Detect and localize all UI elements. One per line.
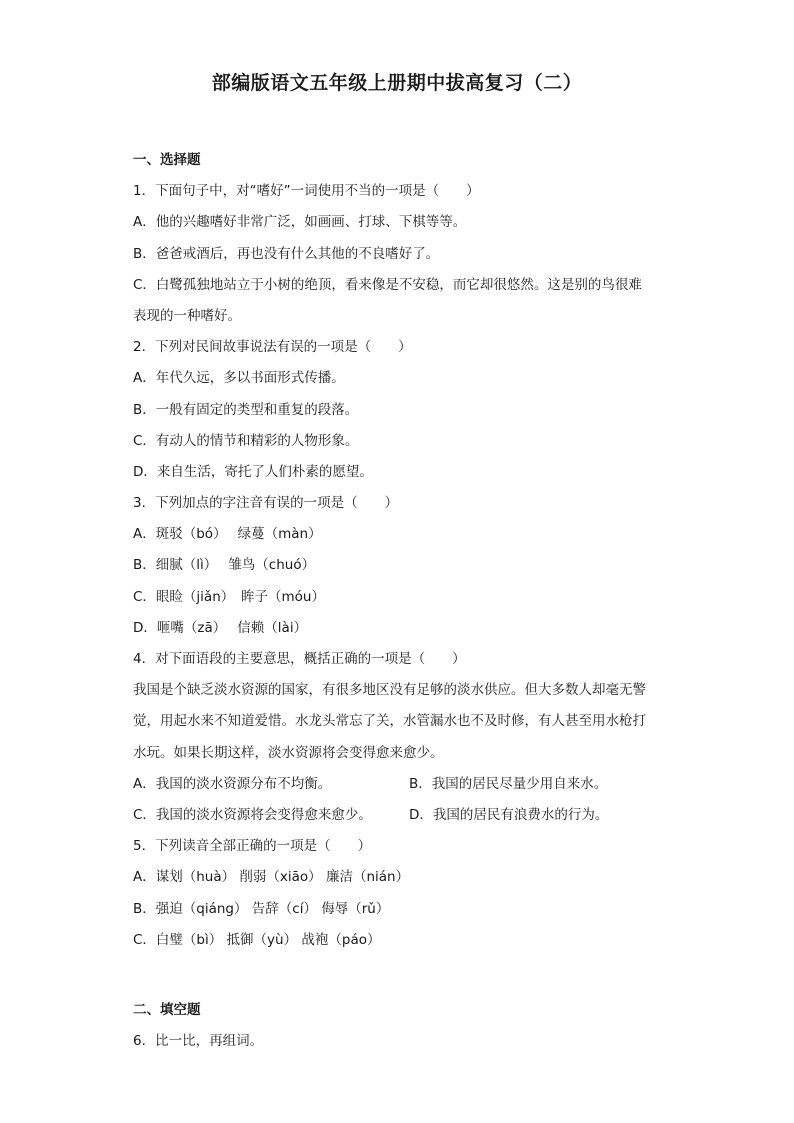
question-4-stem: 4．对下面语段的主要意思，概括正确的一项是（ ） bbox=[133, 651, 466, 667]
question-4-option-b: B．我国的居民尽量少用自来水。 bbox=[409, 775, 608, 792]
document-title: 部编版语文五年级上册期中拔高复习（二） bbox=[211, 72, 583, 94]
question-4-option-d: D．我国的居民有浪费水的行为。 bbox=[409, 806, 609, 823]
question-4-options-row-1 bbox=[133, 769, 673, 800]
question-2-option-b: B．一般有固定的类型和重复的段落。 bbox=[133, 401, 359, 418]
section-heading-choice: 一、选择题 bbox=[133, 152, 201, 168]
question-2-option-a: A．年代久远，多以书面形式传播。 bbox=[133, 370, 345, 387]
question-1-option-c: C．白鹭孤独地站立于小树的绝顶，看来像是不安稳，而它却很悠然。这是别的鸟很难 bbox=[133, 276, 642, 293]
question-3-option-a: A．斑驳（bó） 绿蔓（màn） bbox=[133, 526, 322, 543]
section-heading-fill: 二、填空题 bbox=[133, 1001, 201, 1018]
question-3-option-c: C．眼睑（jiǎn） 眸子（móu） bbox=[133, 588, 325, 605]
question-3-stem: 3．下列加点的字注音有误的一项是（ ） bbox=[133, 495, 399, 512]
question-2-stem: 2．下列对民间故事说法有误的一项是（ ） bbox=[133, 339, 412, 356]
question-2-option-d: D．来自生活，寄托了人们朴素的愿望。 bbox=[133, 463, 373, 480]
question-1-option-c-cont: 表现的一种嗜好。 bbox=[133, 307, 241, 324]
question-4-options-row-2 bbox=[133, 800, 673, 831]
question-1-option-b: B．爸爸戒酒后，再也没有什么其他的不良嗜好了。 bbox=[133, 245, 440, 262]
question-3-option-d: D．咂嘴（zā） 信赖（lài） bbox=[133, 619, 308, 636]
question-6-stem: 6．比一比，再组词。 bbox=[133, 1033, 264, 1050]
question-1-stem: 1．下面句子中，对“嗜好”一词使用不当的一项是（ ） bbox=[133, 183, 480, 200]
question-5-option-b: B．强迫（qiáng） 告辞（cí） 侮辱（rǔ） bbox=[133, 900, 390, 917]
question-4-option-c: C．我国的淡水资源将会变得愈来愈少。 bbox=[133, 806, 372, 823]
question-5-option-a: A．谋划（huà） 削弱（xiāo） 廉洁（nián） bbox=[133, 869, 410, 886]
section-spacer bbox=[133, 956, 673, 995]
question-5-option-c: C．白璧（bì） 抵御（yù） 战袍（páo） bbox=[133, 931, 381, 948]
question-1-option-a: A．他的兴趣嗜好非常广泛，如画画、打球、下棋等等。 bbox=[133, 214, 467, 231]
document-body bbox=[133, 145, 673, 1057]
question-4-passage-line-2: 觉，用起水来不知道爱惜。水龙头常忘了关，水管漏水也不及时修，有人甚至用水枪打 bbox=[133, 713, 646, 730]
question-2-option-c: C．有动人的情节和精彩的人物形象。 bbox=[133, 432, 359, 449]
question-4-passage-line-1: 我国是个缺乏淡水资源的国家，有很多地区没有足够的淡水供应。但大多数人却毫无警 bbox=[133, 682, 646, 699]
question-3-option-b: B．细腻（lì） 雏鸟（chuó） bbox=[133, 557, 316, 574]
question-4-option-a: A．我国的淡水资源分布不均衡。 bbox=[133, 775, 332, 792]
question-5-stem: 5．下列读音全部正确的一项是（ ） bbox=[133, 838, 372, 855]
question-4-passage-line-3: 水玩。如果长期这样，淡水资源将会变得愈来愈少。 bbox=[133, 744, 444, 761]
